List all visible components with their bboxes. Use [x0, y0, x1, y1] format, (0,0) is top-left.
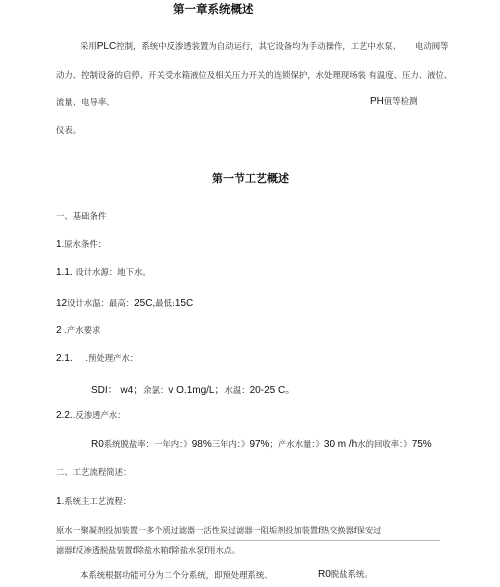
intro-text: 采用 — [80, 41, 97, 51]
chlorine-value: v O.1mg/L； — [168, 385, 225, 396]
item-text: 余氯： — [143, 385, 169, 395]
item-number: 2.1. — [56, 353, 73, 364]
flow-line-2: 滤器f反渗透脱盐装置f除盐水箱f除盐水泵f用水点。 — [56, 545, 241, 555]
temp-low: 15C — [174, 298, 194, 309]
flow-line-1: 原水一聚凝剂投加装置一多个质过滤器一活性炭过滤器一阻垢剂投加装置f热交换器f保安过 — [56, 525, 382, 535]
intro-line-3b — [370, 95, 417, 108]
intro-line-2: 动力、控制设备的启停、开关受水箱液位及相关压力开关的连锁保护，水处理现场装 有温度、压力、液位、 — [56, 70, 453, 80]
item-number: 12 — [56, 298, 68, 309]
raw-water-source — [56, 266, 151, 279]
temp-high: 25C, — [134, 298, 156, 309]
item-number: 1 — [56, 239, 62, 250]
item-text: .反渗透产水： — [72, 410, 126, 420]
intro-line-4: 仪表。 — [56, 125, 82, 135]
final-line-b — [318, 568, 373, 581]
raw-water-label — [56, 238, 106, 251]
section-heading-1: 一、基础条件 — [56, 211, 107, 221]
intro-text: 电动阀等 — [414, 41, 449, 51]
recovery-value: 75% — [411, 439, 432, 450]
item-text: ；产水水量：》 — [269, 439, 324, 449]
item-number: 1.1. — [56, 267, 73, 278]
item-text: 水的回收率：》 — [357, 439, 412, 449]
item-text: .系统主工艺流程： — [61, 496, 132, 506]
intro-text: 值等检测 — [383, 96, 418, 106]
section-title: 第一节工艺概述 — [212, 172, 289, 185]
item-text: .产水要求 — [61, 325, 101, 335]
ro-spec-line — [91, 438, 432, 451]
item-number: 2 — [56, 325, 62, 336]
ro-label: R0 — [91, 439, 104, 450]
item-text: 最低: — [155, 298, 175, 308]
product-water-label — [56, 324, 100, 337]
item-number: 2.2. — [56, 410, 73, 421]
raw-water-temperature — [56, 297, 193, 310]
item-text: 设计水源：地下水。 — [72, 267, 151, 277]
water-temp-value: 20-25 C。 — [249, 385, 296, 396]
item-text: 设计水温：最高： — [67, 298, 135, 308]
ro-water-label — [56, 409, 126, 422]
item-text: .原水条件： — [61, 239, 107, 249]
ro-label: R0 — [318, 569, 331, 580]
divider-line — [56, 540, 440, 541]
pretreatment-label — [56, 352, 138, 365]
intro-plc-text: PLC — [96, 41, 117, 52]
sdi-value: SDI： w4； — [91, 385, 144, 396]
item-text: 水温： — [224, 385, 250, 395]
item-number: 1 — [56, 496, 62, 507]
intro-line-1 — [80, 40, 448, 53]
desalination-3y-value: 97% — [249, 439, 270, 450]
sdi-line — [91, 384, 295, 397]
section-heading-2: 二、工艺流程简述： — [56, 467, 132, 477]
intro-ph-text: PH — [370, 96, 384, 107]
item-text: .预处理产水： — [82, 353, 139, 363]
chapter-title: 第一章系统概述 — [173, 2, 254, 16]
intro-text: 控制，系统中反渗透装置为自动运行，其它设备均为手动操作，工艺中水泵、 — [116, 41, 401, 51]
item-text: 系统脱盐率：一年内：》 — [103, 439, 192, 449]
item-text: 三年内：》 — [211, 439, 250, 449]
item-text: 脱盐系统。 — [330, 569, 373, 579]
final-line-a: 本系统根据功能可分为二个分系统，即预处理系统、 — [80, 570, 273, 580]
flow-value: 30 m /h — [323, 439, 358, 450]
flow-label — [56, 495, 131, 508]
desalination-1y-value: 98% — [191, 439, 212, 450]
intro-line-3a: 流量、电导率、 — [56, 97, 115, 107]
